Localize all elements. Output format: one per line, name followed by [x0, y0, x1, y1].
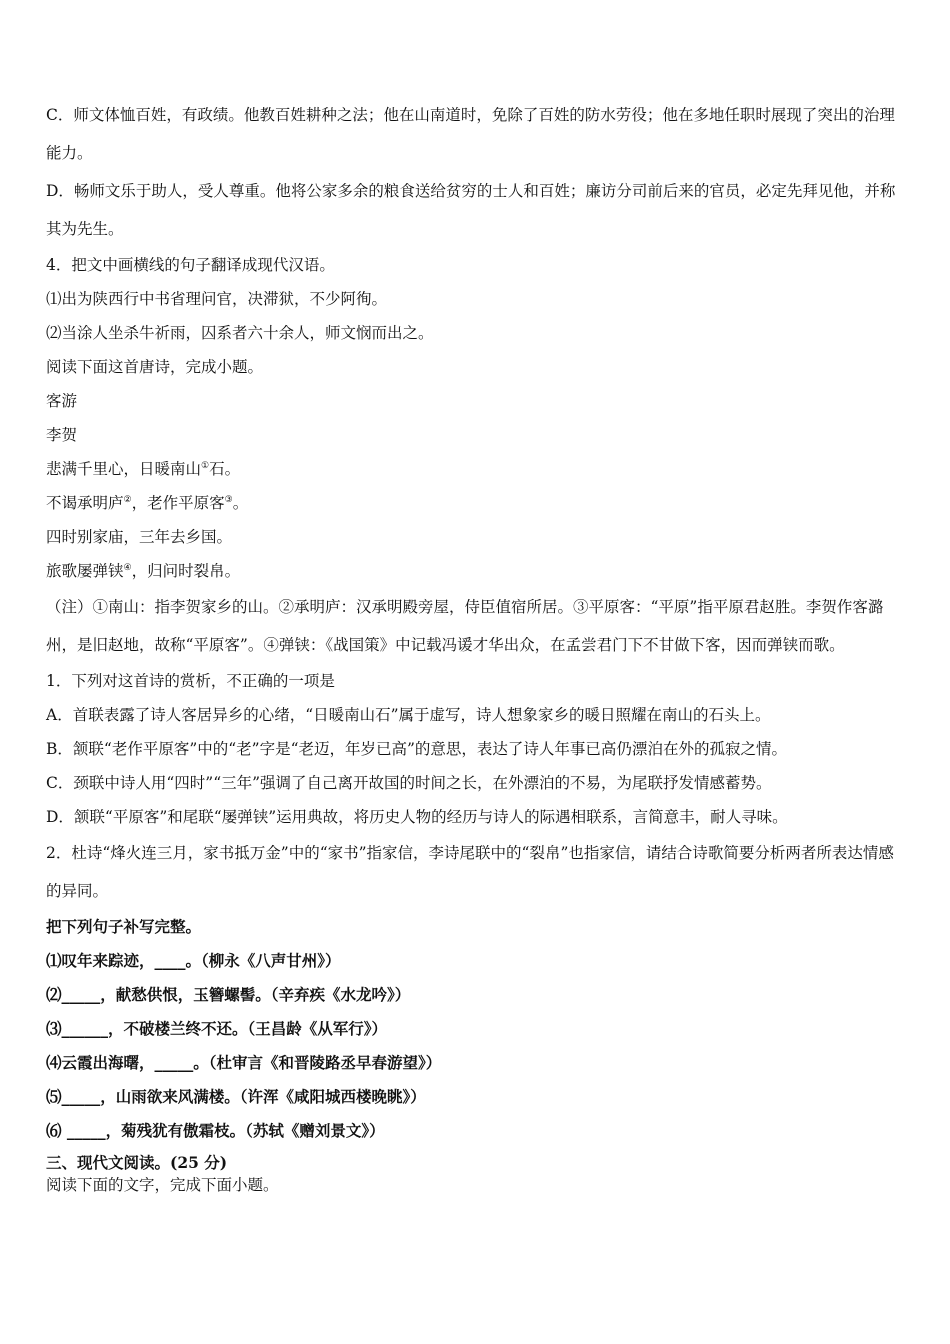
poem-author: 李贺	[46, 426, 78, 444]
poem-q1-option-a: A．首联表露了诗人客居异乡的心绪，“日暖南山石”属于虚写，诗人想象家乡的暖日照耀在南山的石头上。	[46, 706, 771, 724]
fill-item: ⑶______，不破楼兰终不还。（王昌龄《从军行》）	[46, 1019, 388, 1038]
poem-q2: 2．杜诗“烽火连三月，家书抵万金”中的“家书”指家信，李诗尾联中的“裂帛”也指家信，请结合诗歌简要分析两者所表达情感的异同。	[46, 844, 894, 900]
document-page	[46, 96, 908, 1196]
q4-sentence-1: ⑴出为陕西行中书省理问官，决滞狱，不少阿徇。	[46, 290, 388, 308]
poem-intro: 阅读下面这首唐诗，完成小题。	[46, 358, 264, 376]
q4-stem: 4．把文中画横线的句子翻译成现代汉语。	[46, 256, 335, 274]
poem-q1-stem: 1．下列对这首诗的赏析，不正确的一项是	[46, 672, 335, 690]
fill-heading: 把下列句子补写完整。	[46, 917, 202, 936]
q3-option-c: C．师文体恤百姓，有政绩。他教百姓耕种之法；他在山南道时，免除了百姓的防水劳役；他在多地任职时展现了突出的治理能力。	[46, 106, 895, 162]
poem-line-3: 四时别家庙，三年去乡国。	[46, 528, 233, 546]
poem-line-1: 悲满千里心，日暖南山①石。	[46, 460, 241, 478]
poem-title: 客游	[46, 392, 78, 410]
poem-line-4: 旅歌屡弹铗④，归问时裂帛。	[46, 562, 241, 580]
section-3-intro: 阅读下面的文字，完成下面小题。	[46, 1176, 279, 1194]
fill-item: ⑴叹年来踪迹，____。（柳永《八声甘州》）	[46, 951, 341, 970]
poem-line-2: 不谒承明庐②，老作平原客③。	[46, 494, 249, 512]
poem-note: （注）①南山：指李贺家乡的山。②承明庐：汉承明殿旁屋，侍臣值宿所居。③平原客：“平原”指平原君赵胜。李贺作客潞州，是旧赵地，故称“平原客”。④弹铗：《战国策》中记载冯谖才华出众，在孟尝君门下不甘做下客，因而弹铗而歌。	[46, 598, 884, 654]
q3-option-d: D．畅师文乐于助人，受人尊重。他将公家多余的粮食送给贫穷的士人和百姓；廉访分司前后来的官员，必定先拜见他，并称其为先生。	[46, 182, 896, 238]
fill-item: ⑷云霞出海曙，_____。（杜审言《和晋陵路丞早春游望》）	[46, 1053, 442, 1072]
fill-item: ⑵_____，献愁供恨，玉簪螺髻。（辛弃疾《水龙吟》）	[46, 985, 411, 1004]
poem-q1-option-d: D．颔联“平原客”和尾联“屡弹铗”运用典故，将历史人物的经历与诗人的际遇相联系，言简意丰，耐人寻味。	[46, 808, 788, 826]
section-3-heading: 三、现代文阅读。(25 分)	[46, 1153, 228, 1172]
fill-item: ⑹ _____，菊残犹有傲霜枝。（苏轼《赠刘景文》）	[46, 1121, 385, 1140]
q4-sentence-2: ⑵当涂人坐杀牛祈雨，囚系者六十余人，师文悯而出之。	[46, 324, 434, 342]
poem-q1-option-c: C．颈联中诗人用“四时”“三年”强调了自己离开故国的时间之长，在外漂泊的不易，为尾联抒发情感蓄势。	[46, 774, 772, 792]
fill-item: ⑸_____，山雨欲来风满楼。（许浑《咸阳城西楼晚眺》）	[46, 1087, 426, 1106]
poem-q1-option-b: B．颔联“老作平原客”中的“老”字是“老迈，年岁已高”的意思，表达了诗人年事已高仍漂泊在外的孤寂之情。	[46, 740, 787, 758]
